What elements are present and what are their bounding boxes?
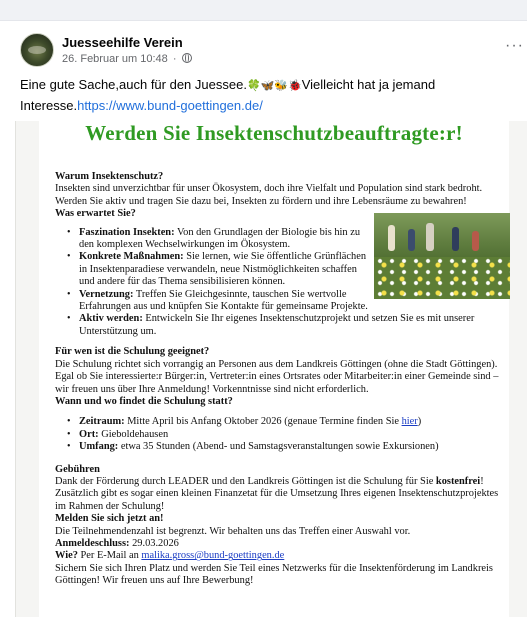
email-link[interactable]: malika.gross@bund-goettingen.de: [141, 550, 285, 562]
heading-fees: Gebühren: [55, 463, 100, 475]
heading-why: Warum Insektenschutz?: [55, 171, 164, 182]
author-name[interactable]: Juesseehilfe Verein: [62, 35, 183, 50]
closing-text: Sichern Sie sich Ihren Platz und werden Sie Teil eines Netzwerks für die Insektenförderung im Landkreis Göttingen! Wir freuen uns auf Ihre Bewerbung!: [55, 562, 493, 587]
list-item: • Aktiv werden: Entwickeln Sie Ihr eigenes Insektenschutzprojekt und setzen Sie es mit unserer Unterstützung um.: [79, 313, 509, 338]
globe-icon: [182, 53, 192, 63]
list-item: • Ort: Gieboldehausen: [79, 429, 515, 441]
caption-link[interactable]: https://www.bund-goettingen.de/: [77, 98, 263, 113]
heading-audience: Für wen ist die Schulung geeignet?: [55, 346, 210, 358]
text-register: Die Teilnehmendenzahl ist begrenzt. Wir behalten uns das Treffen einer Auswahl vor.: [55, 525, 411, 537]
list-item: • Umfang: etwa 35 Stunden (Abend- und Samstagsveranstaltungen sowie Exkursionen): [79, 441, 515, 453]
expect-list: [55, 226, 475, 339]
contact: Wie? Per E-Mail an malika.gross@bund-goettingen.de: [55, 550, 285, 562]
heading-expect: Was erwartet Sie?: [55, 208, 136, 220]
list-item: • Zeitraum: Mitte April bis Anfang Oktober 2026 (genaue Termine finden Sie hier): [79, 416, 515, 428]
text-fees: Dank der Förderung durch LEADER und den Landkreis Göttingen ist die Schulung für Sie kostenfrei! Zusätzlich gibt es sogar einen kleinen Finanzetat für die Umsetzung Ihres eigenen Insektenschutzprojektes im Rahmen der Schulung!: [55, 475, 499, 512]
when-where-list: [55, 416, 515, 453]
flyer-document: [39, 121, 509, 617]
post-caption: [20, 75, 510, 115]
post-meta: [62, 53, 192, 65]
caption-emojis: 🍀🦋🐝🐞: [246, 80, 302, 92]
deadline: Anmeldeschluss: 29.03.2026: [55, 537, 179, 549]
more-options-icon[interactable]: ···: [505, 37, 524, 54]
avatar[interactable]: [20, 33, 54, 67]
post-header: [20, 33, 524, 73]
here-link[interactable]: hier: [401, 416, 418, 428]
list-item: • Faszination Insekten: Von den Grundlagen der Biologie bis hin zu den komplexen Wechselwirkungen im Ökosystem.: [79, 227, 374, 252]
caption-text-2: Vielleicht hat ja jemand Interesse.: [20, 77, 436, 113]
heading-when-where: Wann und wo findet die Schulung statt?: [55, 395, 233, 407]
meta-separator: ·: [172, 53, 177, 65]
list-item: • Konkrete Maßnahmen: Sie lernen, wie Sie öffentliche Grünflächen in Insektenparadiese verwandeln, neue Nistmöglichkeiten schaffen und andere für das Thema sensibilisieren können.: [79, 251, 374, 288]
post-card: [0, 20, 527, 617]
post-date[interactable]: 26. Februar um 10:48: [62, 53, 168, 65]
flyer-title: Werden Sie Insektenschutzbeauftragte:r!: [85, 121, 463, 145]
flyer-body: [55, 171, 515, 588]
text-audience: Die Schulung richtet sich vorrangig an Personen aus dem Landkreis Göttingen (ohne die Stadt Göttingen). Egal ob Sie interessierte:r Bürger:in, Vertreter:in eines Ortsrates oder Mitarbeiter:in einer Gemeinde sind – wir freuen uns über Ihre Anmeldung! Vorkenntnisse sind nicht erforderlich.: [55, 358, 499, 395]
list-item: • Vernetzung: Treffen Sie Gleichgesinnte, tauschen Sie wertvolle Erfahrungen aus und knüpfen Sie Kontakte für gemeinsame Projekte.: [79, 289, 374, 314]
post-image[interactable]: [15, 121, 527, 617]
text-why: Insekten sind unverzichtbar für unser Ökosystem, doch ihre Vielfalt und Population sind stark bedroht. Werden Sie aktiv und tragen Sie dazu bei, Insekten zu fördern und ihre Lebensräume zu bewahren!: [55, 183, 483, 207]
caption-text: Eine gute Sache,auch für den Juessee.: [20, 77, 247, 92]
heading-register: Melden Sie sich jetzt an!: [55, 513, 164, 525]
